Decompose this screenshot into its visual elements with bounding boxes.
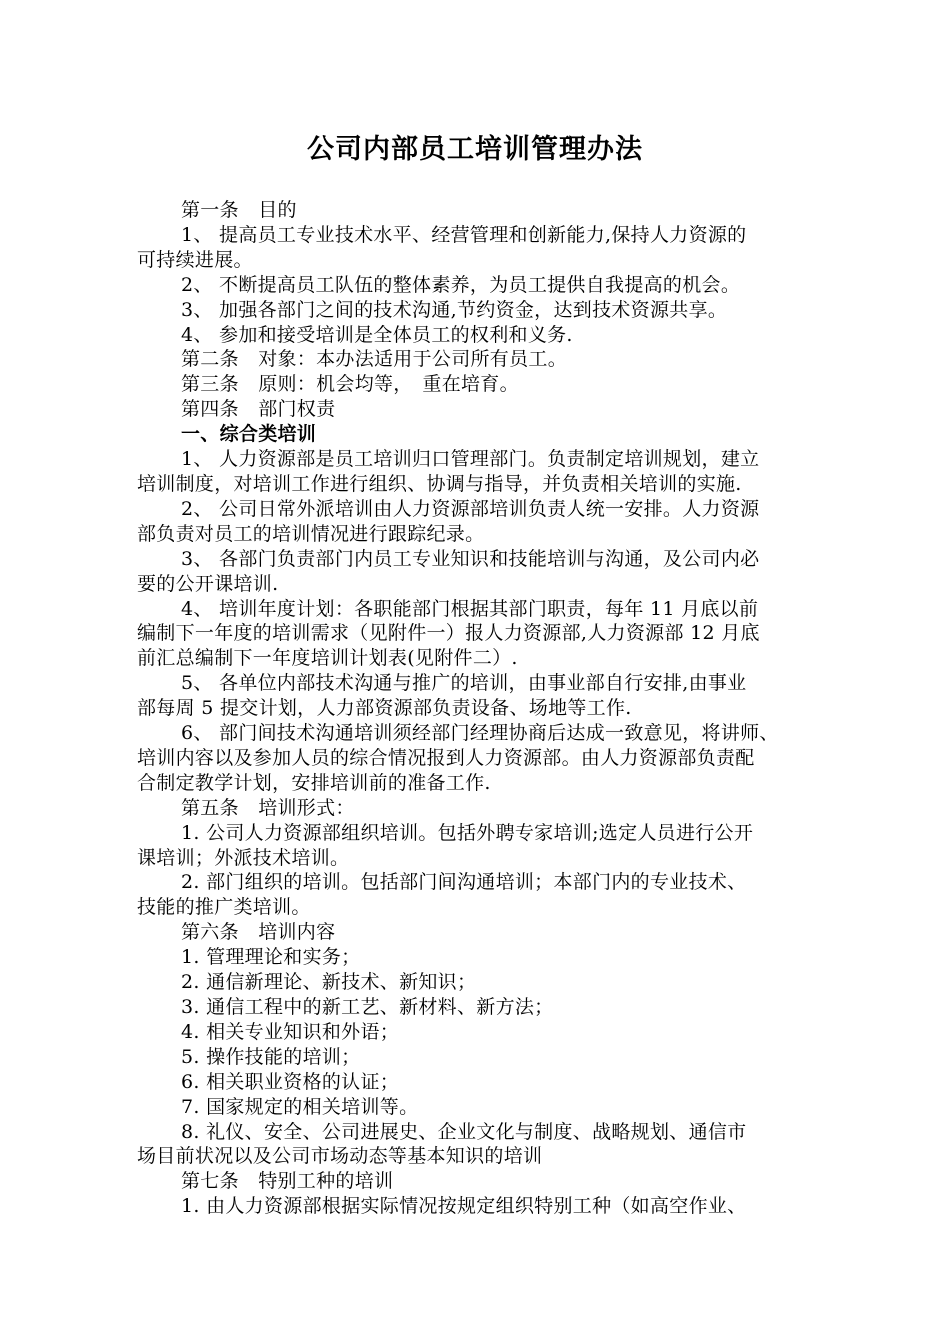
text-line: 部每周 5 提交计划，人力部资源部负责设备、场地等工作. [137,697,632,720]
paragraph [137,447,861,497]
text-line: 第三条 原则：机会均等， 重在培育。 [181,373,519,396]
text-line: 技能的推广类培训。 [137,896,311,919]
text-line: 2、 公司日常外派培训由人力资源部培训负责人统一安排。人力资源 [181,497,760,520]
text-line: 前汇总编制下一年度培训计划表(见附件二）. [137,647,518,670]
text-line: 4. 相关专业知识和外语； [181,1020,400,1043]
paragraph [137,796,861,821]
text-line: 6、 部门间技术沟通培训须经部门经理协商后达成一致意见，将讲师、 [181,722,779,745]
paragraph [137,298,861,323]
text-line: 1. 由人力资源部根据实际情况按规定组织特别工种（如高空作业、 [181,1195,747,1218]
text-line: 合制定教学计划，安排培训前的准备工作. [137,771,491,794]
text-line: 第四条 部门权责 [181,398,336,421]
document-title: 公司内部员工培训管理办法 [307,134,643,165]
paragraph [137,198,861,223]
paragraph [137,995,861,1020]
paragraph [137,597,861,672]
text-line: 3. 通信工程中的新工艺、新材料、新方法； [181,996,554,1018]
paragraph [137,323,861,348]
text-line: 编制下一年度的培训需求（见附件一）报人力资源部,人力资源部 12 月底 [137,622,760,645]
text-line: 1、 人力资源部是员工培训归口管理部门。负责制定培训规划，建立 [181,448,760,471]
text-line: 培训制度，对培训工作进行组织、协调与指导，并负责相关培训的实施. [137,472,742,495]
text-line: 1. 管理理论和实务； [181,946,361,969]
paragraph [137,1045,861,1070]
paragraph [137,870,861,920]
text-line: 第六条 培训内容 [181,921,336,944]
text-line: 要的公开课培训. [137,572,279,595]
text-line: 培训内容以及参加人员的综合情况报到人力资源部。由人力资源部负责配 [137,746,755,769]
text-line: 7. 国家规定的相关培训等。 [181,1095,419,1118]
text-line: 5、 各单位内部技术沟通与推广的培训，由事业部自行安排,由事业 [181,672,747,695]
text-line: 可持续进展。 [137,248,253,271]
paragraph [137,970,861,995]
paragraph [137,945,861,970]
text-line: 3、 加强各部门之间的技术沟通,节约资金，达到技术资源共享。 [181,298,728,321]
text-line: 第五条 培训形式： [181,796,355,819]
text-line: 课培训；外派技术培训。 [137,846,350,869]
paragraph [137,372,861,397]
text-line: 部负责对员工的培训情况进行跟踪纪录。 [137,522,485,545]
paragraph [137,1169,861,1194]
document-body [137,198,861,1219]
paragraph [137,920,861,945]
text-line: 1. 公司人力资源部组织培训。包括外聘专家培训;选定人员进行公开 [181,821,754,844]
text-line: 2. 通信新理论、新技术、新知识； [181,971,477,994]
paragraph [137,547,861,597]
paragraph [137,721,861,796]
paragraph [137,671,861,721]
text-line: 第二条 对象：本办法适用于公司所有员工。 [181,348,568,371]
text-line: 第一条 目的 [181,199,297,221]
text-line: 5. 操作技能的培训； [181,1045,361,1068]
text-line: 1、 提高员工专业技术水平、经营管理和创新能力,保持人力资源的 [181,223,747,246]
paragraph [137,397,861,422]
text-line: 2. 部门组织的培训。包括部门间沟通培训；本部门内的专业技术、 [181,871,747,894]
paragraph [137,821,861,871]
text-line: 一、综合类培训 [181,423,317,446]
text-line: 8. 礼仪、安全、公司进展史、企业文化与制度、战略规划、通信市 [181,1120,747,1143]
paragraph [137,223,861,273]
text-line: 3、 各部门负责部门内员工专业知识和技能培训与沟通，及公司内必 [181,547,760,570]
paragraph [137,1194,861,1219]
text-line: 4、 培训年度计划：各职能部门根据其部门职责，每年 11 月底以前 [181,597,759,620]
paragraph [137,347,861,372]
paragraph [137,497,861,547]
text-line: 6. 相关职业资格的认证； [181,1070,400,1093]
text-line: 4、 参加和接受培训是全体员工的权利和义务. [181,323,573,346]
paragraph [137,1120,861,1170]
text-line: 场目前状况以及公司市场动态等基本知识的培训 [137,1145,543,1168]
text-line: 第七条 特别工种的培训 [181,1170,394,1193]
paragraph [137,1095,861,1120]
paragraph [137,1020,861,1045]
section-heading [137,422,861,447]
text-line: 2、 不断提高员工队伍的整体素养，为员工提供自我提高的机会。 [181,273,741,296]
paragraph [137,273,861,298]
paragraph [137,1070,861,1095]
